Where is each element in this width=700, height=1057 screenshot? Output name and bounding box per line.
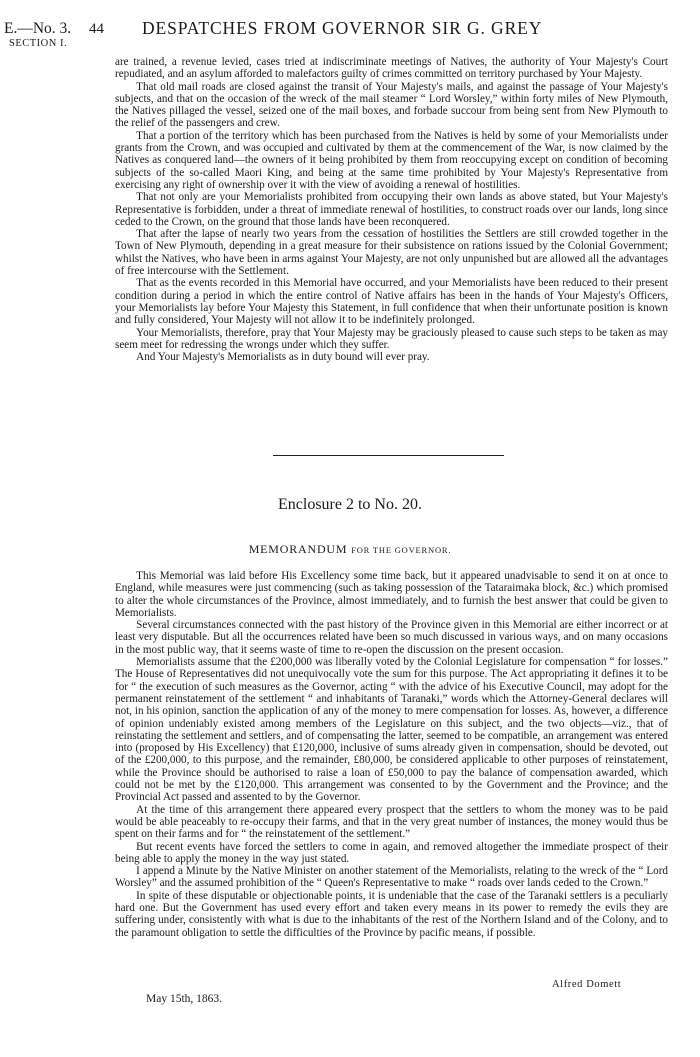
memorandum-paragraph: This Memorial was laid before His Excellency some time back, but it appeared unadvisable to send it on at once to England, while measures were just commencing (such as taking possession of the Tataraimaka block, &c.) which promised to alter the whole circumstances of the Province, almost immediately, and to furnish the best answer that could be given to Memorialists. [115, 570, 668, 619]
memorandum-paragraph: Memorialists assume that the £200,000 was liberally voted by the Colonial Legislature for compensation “ for losses.” The House of Representatives did not unequivocally vote the sum for this purpose. The Act appropriating it defines it to be for “ the execution of such measures as the Governor, acting “ with the advice of his Executive Council, may adopt for the permanent reinstatement of the settlement “ and inhabitants of Taranaki,” words which the Attorney-General declares will not, in his opinion, sanction the application of any of the money to mere compensation for losses. As, however, a difference of opinion undeniably existed among members of the Legislature on this subject, and the two objects—viz., that of reinstating the settlement and settlers, and of compensating the latter, seemed to be compatible, an arrangement was entered into (proposed by His Excellency) that £120,000, inclusive of sums already given in compensation, should be devoted, out of the £200,000, to this purpose, and the remainder, £80,000, be considered applicable to other purposes of reinstatement, while the Province should be authorised to raise a loan of £50,000 to pay the balance of compensation awarded, which could not be met by the £120,000. This arrangement was consented to by the Government and the Province; and the Provincial Act passed and assented to by the Governor. [115, 656, 668, 804]
memorial-paragraph: That old mail roads are closed against the transit of Your Majesty's mails, and against the passage of Your Majesty's subjects, and that on the occasion of the wreck of the mail steamer “ Lord Worsley,” within forty miles of New Plymouth, the Natives pillaged the vessel, seized one of the mail boxes, and forbade succour from being sent from New Plymouth to the relief of the passengers and crew. [115, 80, 668, 130]
memorial-paragraph: are trained, a revenue levied, cases tried at indiscriminate meetings of Natives, the authority of Your Majesty's Court repudiated, and an asylum afforded to malefactors guilty of crimes committed on territory purchased by Your Majesty. [115, 56, 668, 81]
memorial-text [115, 56, 668, 363]
page-title: DESPATCHES FROM GOVERNOR SIR G. GREY [142, 18, 543, 38]
document-reference: E.—No. 3. [4, 20, 72, 37]
signature: Alfred Domett [552, 979, 622, 990]
memorial-paragraph: That not only are your Memorialists prohibited from occupying their own lands as above stated, but Your Majesty's Representative is forbidden, under a threat of immediate renewal of hostilities, to construct roads over our lands, long since ceded to the Crown, on the ground that those lands have been reconquered. [115, 191, 668, 228]
memorial-paragraph: That after the lapse of nearly two years from the cessation of hostilities the Settlers are still crowded together in the Town of New Plymouth, depending in a great measure for their subsistence on rations issued by the Colonial Government; whilst the Natives, who have been in arms against Your Majesty, are not only unpunished but are allowed all the advantages of free intercourse with the Settlement. [115, 228, 668, 278]
memorial-paragraph: And Your Majesty's Memorialists as in duty bound will ever pray. [136, 351, 430, 364]
page-number: 44 [89, 21, 104, 37]
enclosure-heading: Enclosure 2 to No. 20. [278, 496, 422, 513]
memorial-paragraph: That a portion of the territory which has been purchased from the Natives is held by some of your Memorialists under grants from the Crown, and was occupied and cultivated by them at the commencement of the War, is now claimed by the Natives as conquered land—the owners of it being prohibited by them from reoccupying except on condition of becoming subjects of the so-called Maori King, and being at the same time prohibited by Your Majesty's Representative from exercising any right of ownership over it with the view of avoiding a renewal of hostilities. [115, 129, 668, 191]
memorandum-paragraph: At the time of this arrangement there appeared every prospect that the settlers to whom the money was to be paid would be able peaceably to re-occupy their farms, and that in the very great number of instances, the money would thus be spent on their farms and for “ the reinstatement of the settlement.” [115, 803, 668, 841]
memorandum-subtitle: FOR THE GOVERNOR. [351, 545, 452, 555]
memorial-paragraph: Your Memorialists, therefore, pray that Your Majesty may be graciously pleased to cause such steps to be taken as may seem meet for redressing the wrongs under which they suffer. [115, 326, 668, 351]
section-divider [273, 455, 504, 456]
memorandum-title: MEMORANDUM [248, 542, 348, 556]
memorandum-heading [0, 542, 700, 557]
memorandum-paragraph: Several circumstances connected with the past history of the Province given in this Memorial are either incorrect or at least very disputable. But all the occurrences related have been so much discussed in various ways, and on many occasions in the most public way, that it seems waste of time to re-open the discussion on the present occasion. [115, 619, 668, 656]
section-label: SECTION I. [9, 38, 68, 49]
memo-date: May 15th, 1863. [146, 993, 223, 1005]
memorandum-text [115, 570, 668, 939]
memorandum-paragraph: But recent events have forced the settlers to come in again, and removed altogether the immediate prospect of their being able to apply the money in the way just stated. [115, 840, 668, 865]
memorial-paragraph: That as the events recorded in this Memorial have occurred, and your Memorialists have been reduced to their present condition during a period in which the entire control of Native affairs has been in the hands of Your Majesty's Officers, your Memorialists lay before Your Majesty this Statement, in full confidence that when their unfortunate position is known and fully considered, Your Majesty will not allow it to be indefinitely prolonged. [115, 277, 668, 327]
memorandum-paragraph: I append a Minute by the Native Minister on another statement of the Memorialists, relating to the wreck of the “ Lord Worsley” and the assumed prohibition of the “ Queen's Representative to make “ roads over lands ceded to the Crown.” [115, 865, 668, 890]
memorandum-paragraph: In spite of these disputable or objectionable points, it is undeniable that the case of the Taranaki settlers is a peculiarly hard one. But the Government has used every effort and taken every means in its power to remedy the evils they are suffering under, consistently with what is due to the inhabitants of the rest of the Northern Island and of the Colony, and to the paramount obligation to settle the difficulties of the Province by pacific means, if possible. [115, 889, 668, 939]
